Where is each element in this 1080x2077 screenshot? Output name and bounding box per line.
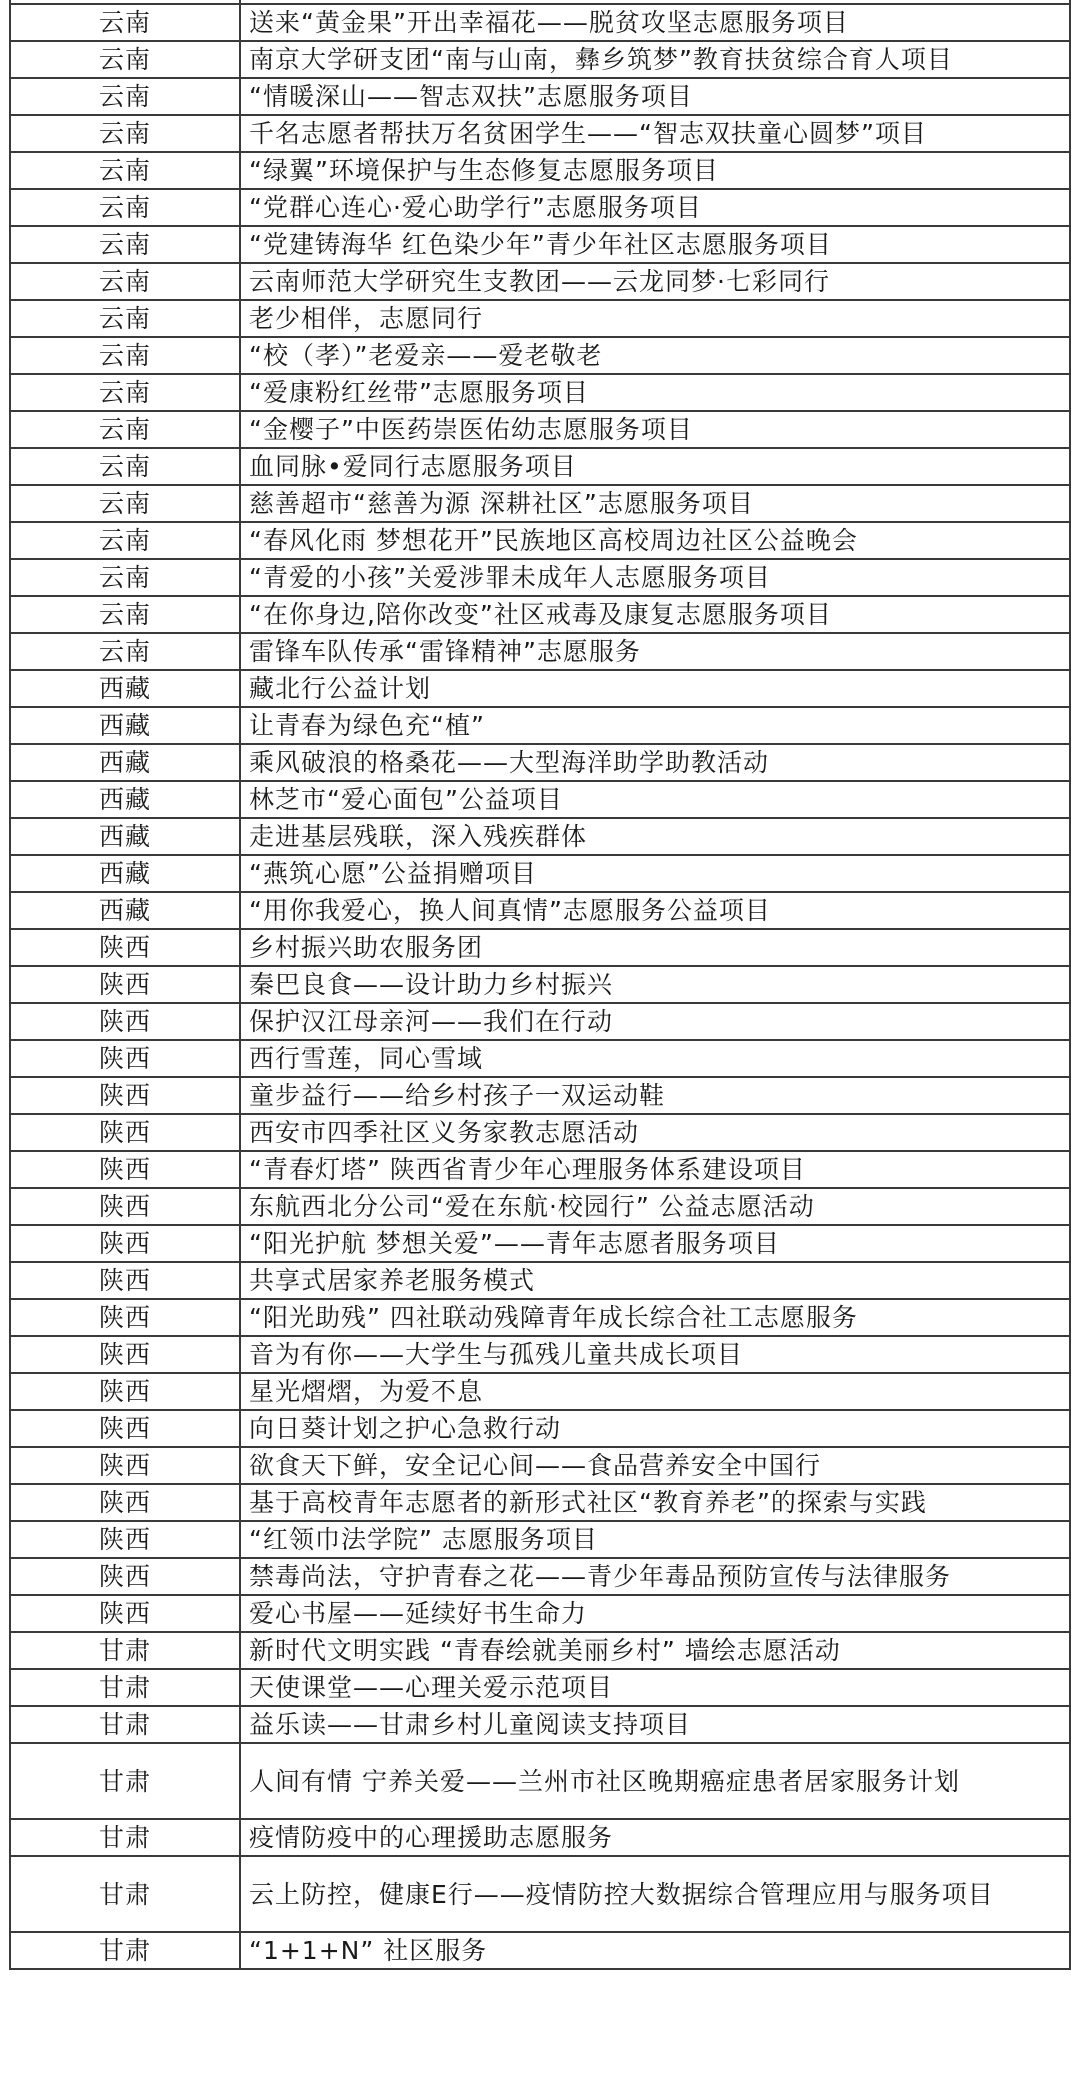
table-row bbox=[10, 1595, 1070, 1632]
table-row bbox=[10, 1151, 1070, 1188]
table-row bbox=[10, 300, 1070, 337]
province-cell: 云南 bbox=[10, 300, 240, 337]
province-cell: 甘肃 bbox=[10, 1669, 240, 1706]
project-name-cell: “爱康粉红丝带”志愿服务项目 bbox=[240, 374, 1070, 411]
project-name-cell: 雷锋车队传承“雷锋精神”志愿服务 bbox=[240, 633, 1070, 670]
province-cell: 陕西 bbox=[10, 966, 240, 1003]
table-body bbox=[10, 0, 1070, 1969]
province-cell: 甘肃 bbox=[10, 1856, 240, 1932]
province-cell: 陕西 bbox=[10, 1558, 240, 1595]
table-row bbox=[10, 966, 1070, 1003]
province-cell: 云南 bbox=[10, 522, 240, 559]
project-name-cell: 血同脉•爱同行志愿服务项目 bbox=[240, 448, 1070, 485]
table-row bbox=[10, 1743, 1070, 1819]
province-cell: 云南 bbox=[10, 226, 240, 263]
table-row bbox=[10, 115, 1070, 152]
project-name-cell: “绿翼”环境保护与生态修复志愿服务项目 bbox=[240, 152, 1070, 189]
project-name-cell: 益乐读——甘肃乡村儿童阅读支持项目 bbox=[240, 1706, 1070, 1743]
project-name-cell: “1+1+N” 社区服务 bbox=[240, 1932, 1070, 1969]
table-row bbox=[10, 485, 1070, 522]
province-cell: 陕西 bbox=[10, 1262, 240, 1299]
table-row bbox=[10, 1521, 1070, 1558]
project-name-cell: 送来“黄金果”开出幸福花——脱贫攻坚志愿服务项目 bbox=[240, 4, 1070, 41]
project-name-cell: 秦巴良食——设计助力乡村振兴 bbox=[240, 966, 1070, 1003]
province-cell: 陕西 bbox=[10, 1410, 240, 1447]
province-cell: 甘肃 bbox=[10, 1706, 240, 1743]
project-name-cell: “青春灯塔” 陕西省青少年心理服务体系建设项目 bbox=[240, 1151, 1070, 1188]
project-name-cell: 西安市四季社区义务家教志愿活动 bbox=[240, 1114, 1070, 1151]
province-cell: 云南 bbox=[10, 115, 240, 152]
table-row bbox=[10, 41, 1070, 78]
project-name-cell: “青爱的小孩”关爱涉罪未成年人志愿服务项目 bbox=[240, 559, 1070, 596]
project-name-cell: 乘风破浪的格桑花——大型海洋助学助教活动 bbox=[240, 744, 1070, 781]
table-row bbox=[10, 1040, 1070, 1077]
table-row bbox=[10, 1706, 1070, 1743]
province-cell: 云南 bbox=[10, 41, 240, 78]
province-cell: 云南 bbox=[10, 337, 240, 374]
table-row bbox=[10, 1225, 1070, 1262]
province-cell: 云南 bbox=[10, 411, 240, 448]
province-cell: 云南 bbox=[10, 78, 240, 115]
project-name-cell: 西行雪莲，同心雪域 bbox=[240, 1040, 1070, 1077]
project-name-cell: 慈善超市“慈善为源 深耕社区”志愿服务项目 bbox=[240, 485, 1070, 522]
table-row bbox=[10, 1373, 1070, 1410]
table-row bbox=[10, 818, 1070, 855]
table-row bbox=[10, 559, 1070, 596]
table-row bbox=[10, 189, 1070, 226]
project-name-cell: 云南师范大学研究生支教团——云龙同梦·七彩同行 bbox=[240, 263, 1070, 300]
province-cell: 陕西 bbox=[10, 1225, 240, 1262]
province-cell: 陕西 bbox=[10, 1040, 240, 1077]
project-name-cell: “情暖深山——智志双扶”志愿服务项目 bbox=[240, 78, 1070, 115]
table-row bbox=[10, 263, 1070, 300]
table-row bbox=[10, 707, 1070, 744]
table-row bbox=[10, 855, 1070, 892]
province-cell: 西藏 bbox=[10, 670, 240, 707]
table-row bbox=[10, 1447, 1070, 1484]
project-name-cell: 疫情防疫中的心理援助志愿服务 bbox=[240, 1819, 1070, 1856]
province-cell: 云南 bbox=[10, 448, 240, 485]
project-name-cell: “燕筑心愿”公益捐赠项目 bbox=[240, 855, 1070, 892]
table-row bbox=[10, 1003, 1070, 1040]
table-row bbox=[10, 226, 1070, 263]
table-row bbox=[10, 1336, 1070, 1373]
province-cell: 云南 bbox=[10, 559, 240, 596]
province-cell: 甘肃 bbox=[10, 1632, 240, 1669]
project-name-cell: 欲食天下鲜，安全记心间——食品营养安全中国行 bbox=[240, 1447, 1070, 1484]
province-cell: 陕西 bbox=[10, 1595, 240, 1632]
project-name-cell: 爱心书屋——延续好书生命力 bbox=[240, 1595, 1070, 1632]
province-cell: 陕西 bbox=[10, 1151, 240, 1188]
project-name-cell: 童步益行——给乡村孩子一双运动鞋 bbox=[240, 1077, 1070, 1114]
project-name-cell: “党群心连心·爱心助学行”志愿服务项目 bbox=[240, 189, 1070, 226]
table-row bbox=[10, 892, 1070, 929]
project-name-cell: “党建铸海华 红色染少年”青少年社区志愿服务项目 bbox=[240, 226, 1070, 263]
project-name-cell: “阳光助残” 四社联动残障青年成长综合社工志愿服务 bbox=[240, 1299, 1070, 1336]
table-row bbox=[10, 78, 1070, 115]
table-row bbox=[10, 374, 1070, 411]
project-name-cell: “春风化雨 梦想花开”民族地区高校周边社区公益晚会 bbox=[240, 522, 1070, 559]
table-row bbox=[10, 337, 1070, 374]
table-row bbox=[10, 448, 1070, 485]
project-name-cell: 天使课堂——心理关爱示范项目 bbox=[240, 1669, 1070, 1706]
project-name-cell: 乡村振兴助农服务团 bbox=[240, 929, 1070, 966]
project-name-cell: 藏北行公益计划 bbox=[240, 670, 1070, 707]
table-row bbox=[10, 1484, 1070, 1521]
table-row bbox=[10, 1669, 1070, 1706]
table-row bbox=[10, 1558, 1070, 1595]
project-name-cell: 向日葵计划之护心急救行动 bbox=[240, 1410, 1070, 1447]
province-cell: 云南 bbox=[10, 485, 240, 522]
province-cell: 云南 bbox=[10, 633, 240, 670]
province-cell: 陕西 bbox=[10, 1373, 240, 1410]
project-name-cell: “金樱子”中医药崇医佑幼志愿服务项目 bbox=[240, 411, 1070, 448]
province-cell: 陕西 bbox=[10, 1114, 240, 1151]
project-name-cell: 新时代文明实践 “青春绘就美丽乡村” 墙绘志愿活动 bbox=[240, 1632, 1070, 1669]
project-name-cell: 保护汉江母亲河——我们在行动 bbox=[240, 1003, 1070, 1040]
project-name-cell: 让青春为绿色充“植” bbox=[240, 707, 1070, 744]
province-cell: 陕西 bbox=[10, 1188, 240, 1225]
province-cell: 西藏 bbox=[10, 855, 240, 892]
province-cell: 西藏 bbox=[10, 818, 240, 855]
project-table-container bbox=[9, 0, 1071, 1970]
project-name-cell: 音为有你——大学生与孤残儿童共成长项目 bbox=[240, 1336, 1070, 1373]
province-cell: 云南 bbox=[10, 152, 240, 189]
table-row bbox=[10, 670, 1070, 707]
province-cell: 甘肃 bbox=[10, 1932, 240, 1969]
project-name-cell: 东航西北分公司“爱在东航·校园行” 公益志愿活动 bbox=[240, 1188, 1070, 1225]
table-row bbox=[10, 152, 1070, 189]
table-row bbox=[10, 781, 1070, 818]
project-table bbox=[9, 0, 1071, 1970]
province-cell: 甘肃 bbox=[10, 1743, 240, 1819]
project-name-cell: “用你我爱心，换人间真情”志愿服务公益项目 bbox=[240, 892, 1070, 929]
province-cell: 陕西 bbox=[10, 1521, 240, 1558]
province-cell: 云南 bbox=[10, 189, 240, 226]
table-row bbox=[10, 1299, 1070, 1336]
table-row bbox=[10, 411, 1070, 448]
project-name-cell: 南京大学研支团“南与山南，彝乡筑梦”教育扶贫综合育人项目 bbox=[240, 41, 1070, 78]
table-row bbox=[10, 522, 1070, 559]
province-cell: 云南 bbox=[10, 263, 240, 300]
table-row bbox=[10, 744, 1070, 781]
province-cell: 陕西 bbox=[10, 1077, 240, 1114]
province-cell: 云南 bbox=[10, 596, 240, 633]
project-name-cell: 老少相伴，志愿同行 bbox=[240, 300, 1070, 337]
province-cell: 陕西 bbox=[10, 1299, 240, 1336]
project-name-cell: 走进基层残联，深入残疾群体 bbox=[240, 818, 1070, 855]
project-name-cell: 星光熠熠，为爱不息 bbox=[240, 1373, 1070, 1410]
project-name-cell: “在你身边,陪你改变”社区戒毒及康复志愿服务项目 bbox=[240, 596, 1070, 633]
table-row bbox=[10, 929, 1070, 966]
table-row bbox=[10, 1632, 1070, 1669]
project-name-cell: 基于高校青年志愿者的新形式社区“教育养老”的探索与实践 bbox=[240, 1484, 1070, 1521]
project-name-cell: “红领巾法学院” 志愿服务项目 bbox=[240, 1521, 1070, 1558]
table-row bbox=[10, 1819, 1070, 1856]
table-row bbox=[10, 1114, 1070, 1151]
table-row bbox=[10, 1932, 1070, 1969]
project-name-cell: 林芝市“爱心面包”公益项目 bbox=[240, 781, 1070, 818]
province-cell: 西藏 bbox=[10, 707, 240, 744]
table-row bbox=[10, 1856, 1070, 1932]
province-cell: 西藏 bbox=[10, 744, 240, 781]
province-cell: 陕西 bbox=[10, 1336, 240, 1373]
province-cell: 甘肃 bbox=[10, 1819, 240, 1856]
project-name-cell: 云上防控，健康E行——疫情防控大数据综合管理应用与服务项目 bbox=[240, 1856, 1070, 1932]
project-name-cell: 禁毒尚法，守护青春之花——青少年毒品预防宣传与法律服务 bbox=[240, 1558, 1070, 1595]
province-cell: 云南 bbox=[10, 374, 240, 411]
project-name-cell: “校（孝）”老爱亲——爱老敬老 bbox=[240, 337, 1070, 374]
table-row bbox=[10, 596, 1070, 633]
project-name-cell: 人间有情 宁养关爱——兰州市社区晚期癌症患者居家服务计划 bbox=[240, 1743, 1070, 1819]
table-row bbox=[10, 1262, 1070, 1299]
province-cell: 陕西 bbox=[10, 1447, 240, 1484]
province-cell: 陕西 bbox=[10, 1003, 240, 1040]
province-cell: 陕西 bbox=[10, 1484, 240, 1521]
table-row bbox=[10, 1188, 1070, 1225]
table-row bbox=[10, 1410, 1070, 1447]
table-row bbox=[10, 633, 1070, 670]
province-cell: 陕西 bbox=[10, 929, 240, 966]
project-name-cell: 共享式居家养老服务模式 bbox=[240, 1262, 1070, 1299]
province-cell: 西藏 bbox=[10, 781, 240, 818]
province-cell: 云南 bbox=[10, 4, 240, 41]
project-name-cell: “阳光护航 梦想关爱”——青年志愿者服务项目 bbox=[240, 1225, 1070, 1262]
table-row bbox=[10, 4, 1070, 41]
province-cell: 西藏 bbox=[10, 892, 240, 929]
project-name-cell: 千名志愿者帮扶万名贫困学生——“智志双扶童心圆梦”项目 bbox=[240, 115, 1070, 152]
table-row bbox=[10, 1077, 1070, 1114]
